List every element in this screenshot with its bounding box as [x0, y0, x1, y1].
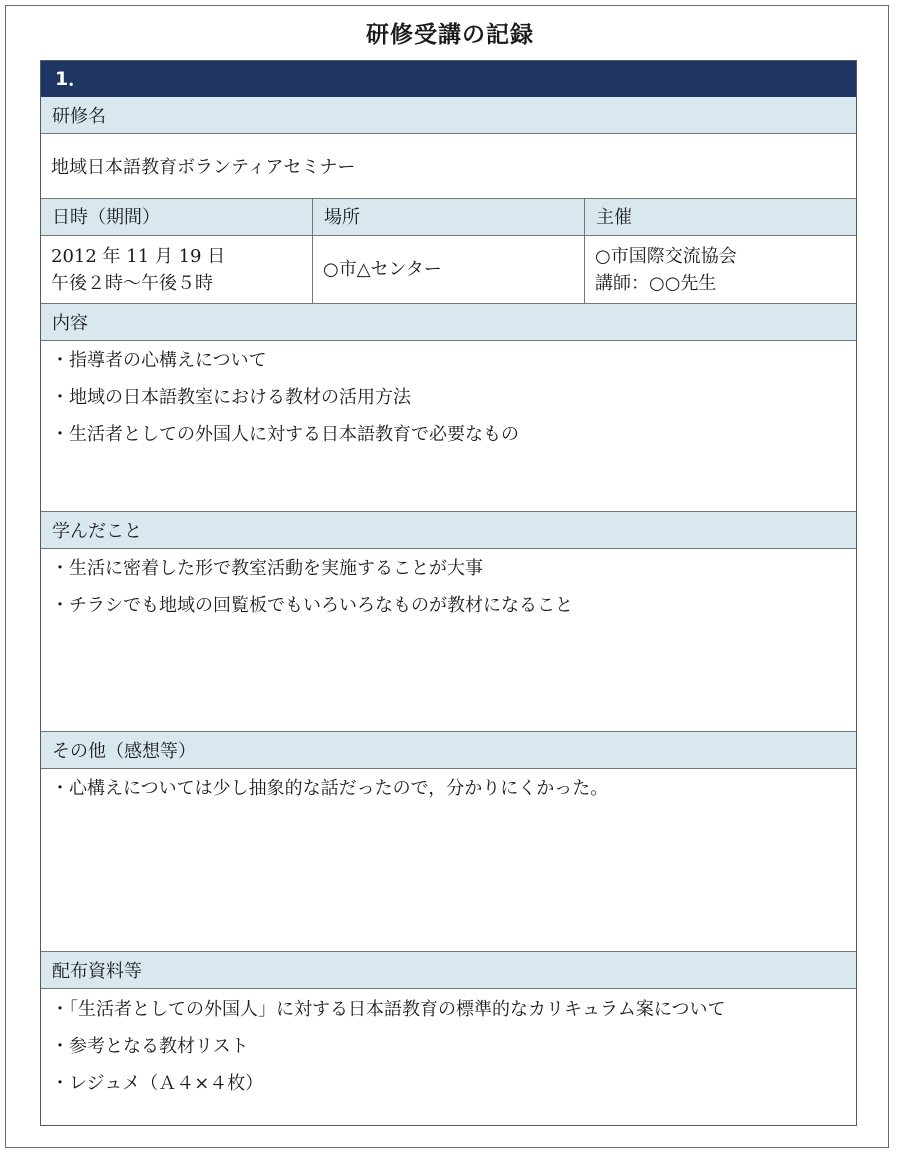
- date-label: 日時（期間）: [41, 199, 313, 235]
- other-header: [41, 731, 856, 769]
- learned-item: ・チラシでも地域の回覧板でもいろいろなものが教材になること: [51, 595, 573, 616]
- training-name-body: [41, 134, 856, 198]
- place-value: ○市△センター: [323, 259, 442, 280]
- content-header: [41, 303, 856, 341]
- organizer-value: ○市国際交流協会: [595, 245, 737, 267]
- other-body: [41, 769, 856, 951]
- other-label: その他（感想等）: [52, 741, 196, 762]
- learned-label: 学んだこと: [52, 521, 142, 542]
- training-name-header: [41, 97, 856, 134]
- materials-header: [41, 951, 856, 989]
- content-item: ・生活者としての外国人に対する日本語教育で必要なもの: [51, 424, 519, 445]
- learned-header: [41, 511, 856, 549]
- materials-item: ・参考となる教材リスト: [51, 1036, 249, 1057]
- date-cell: [41, 236, 313, 303]
- place-cell: [313, 236, 585, 303]
- other-item: ・心構えについては少し抽象的な話だったので，分かりにくかった。: [51, 778, 609, 799]
- time-value: 午後２時～午後５時: [51, 272, 213, 294]
- page-title: 研修受講の記録: [366, 22, 534, 48]
- materials-label: 配布資料等: [52, 961, 142, 982]
- place-label: 場所: [313, 199, 585, 235]
- content-label: 内容: [52, 313, 88, 334]
- organizer-label: 主催: [596, 207, 632, 228]
- organizer-cell: [585, 236, 856, 303]
- details-value-row: [41, 236, 856, 303]
- learned-item: ・生活に密着した形で教室活動を実施することが大事: [51, 558, 483, 579]
- content-item: ・地域の日本語教室における教材の活用方法: [51, 387, 411, 408]
- record-number: 1．: [41, 61, 856, 97]
- materials-item: ・レジュメ（Ａ４×４枚）: [51, 1073, 264, 1094]
- training-name-label: 研修名: [52, 106, 106, 127]
- training-record: [40, 60, 857, 1126]
- materials-body: [41, 989, 856, 1125]
- materials-item: ・「生活者としての外国人」に対する日本語教育の標準的なカリキュラム案について: [51, 999, 726, 1020]
- training-name-value: 地域日本語教育ボランティアセミナー: [51, 157, 356, 178]
- details-header-row: [41, 198, 856, 236]
- content-body: [41, 341, 856, 511]
- learned-body: [41, 549, 856, 731]
- content-item: ・指導者の心構えについて: [51, 350, 267, 371]
- lecturer-value: 講師：○○先生: [595, 272, 717, 294]
- date-value: 2012 年 11 月 19 日: [51, 245, 226, 267]
